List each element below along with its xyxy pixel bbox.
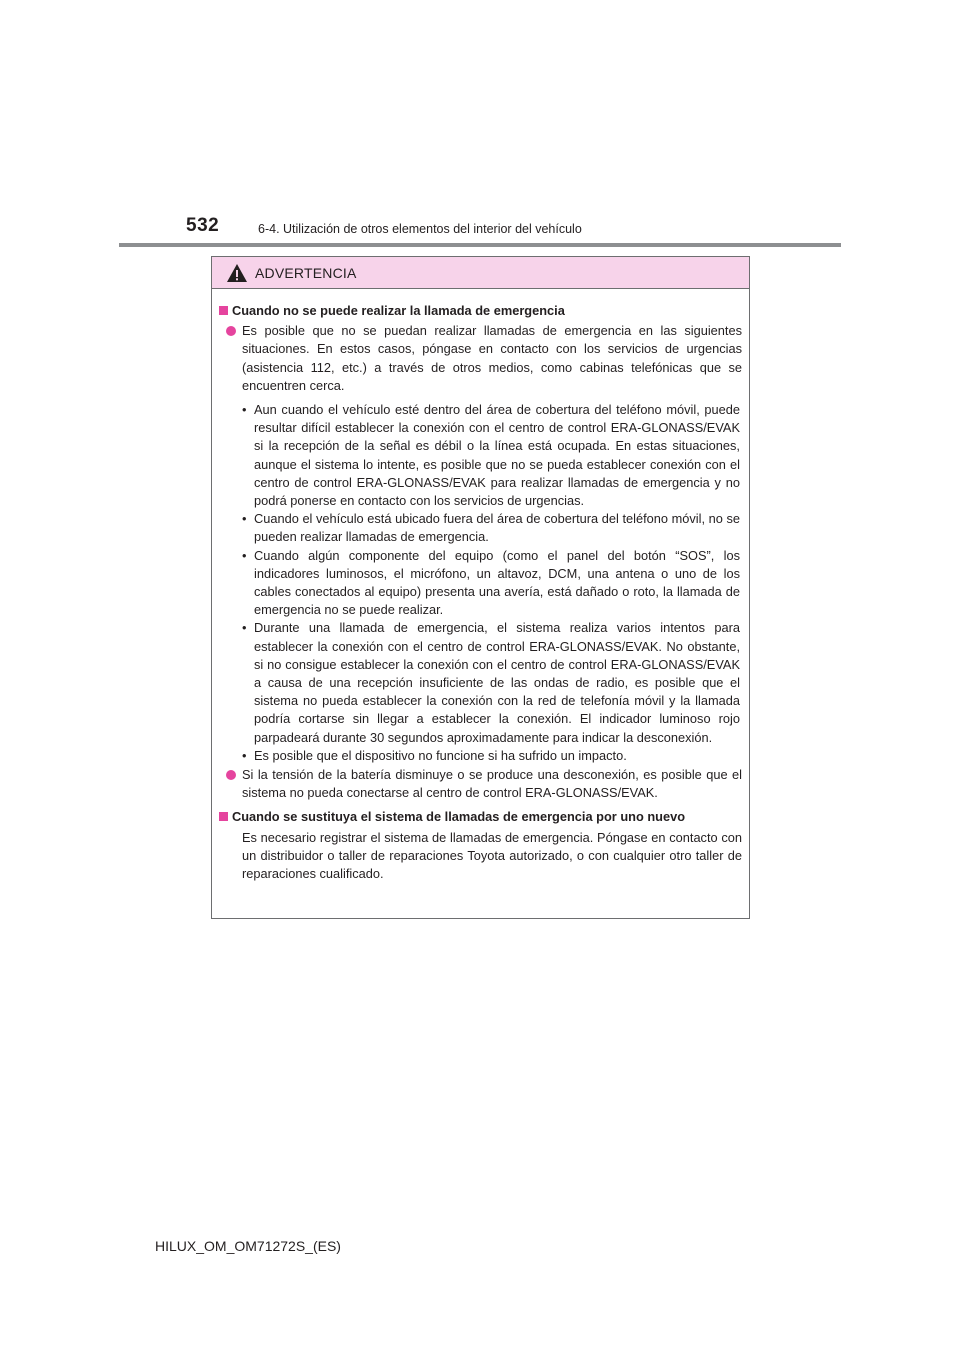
sub-list bbox=[218, 401, 743, 765]
list-item: • Es posible que el dispositivo no funcione si ha sufrido un impacto. bbox=[218, 747, 743, 765]
list-item-text: Cuando algún componente del equipo (como el panel del botón “SOS”, los indicadores luminosos, el micrófono, un altavoz, DCM, una antena o uno de los cables conectados al equipo) presenta una avería, está dañado o roto, la llamada de emergencia no se puede realizar. bbox=[254, 547, 740, 618]
paragraph: Es necesario registrar el sistema de llamadas de emergencia. Póngase en contacto con un distribuidor o taller de reparaciones Toyota autorizado, o con cualquier otro taller de reparaciones cualificado. bbox=[242, 829, 742, 882]
warning-body bbox=[212, 289, 749, 883]
list-item-text: Es posible que el dispositivo no funcione si ha sufrido un impacto. bbox=[254, 747, 627, 763]
section-heading bbox=[218, 808, 743, 826]
list-item: • Aun cuando el vehículo esté dentro del área de cobertura del teléfono móvil, puede resultar difícil establecer la conexión con el centro de control ERA-GLONASS/EVAK si la recepción de la señal es débil o la línea está ocupada. En estas situaciones, aunque el sistema lo intente, es posible que no se pueda establecer conexión con el centro de control ERA-GLONASS/EVAK para realizar llamadas de emergencia y no podrá ponerse en contacto con los servicios de urgencias. bbox=[218, 401, 743, 510]
list-item-text: Aun cuando el vehículo esté dentro del área de cobertura del teléfono móvil, puede resultar difícil establecer la conexión con el centro de control ERA-GLONASS/EVAK si la recepción de la señal es débil o la línea está ocupada. En estas situaciones, aunque el sistema lo intente, es posible que no se pueda establecer conexión con el centro de control ERA-GLONASS/EVAK para realizar llamadas de emergencia y no podrá ponerse en contacto con los servicios de urgencias. bbox=[254, 402, 740, 509]
bullet-paragraph bbox=[218, 322, 743, 395]
circle-bullet-icon bbox=[226, 326, 236, 336]
list-item-text: Durante una llamada de emergencia, el sistema realiza varios intentos para establecer la conexión con el centro de control ERA-GLONASS/EVAK. No obstante, si no consigue establecer la conexión con el centro de control ERA-GLONASS/EVAK a causa de una recepción insuficiente de las ondas de radio, es posible que el sistema no pueda establecer la conexión con la red de telefonía móvil y la llamada podría cortarse sin llegar a establecer la conexión. El indicador luminoso rojo parpadeará durante 30 segundos aproximadamente para indicar la desconexión. bbox=[254, 620, 740, 745]
section-heading-text: Cuando se sustituya el sistema de llamadas de emergencia por uno nuevo bbox=[232, 809, 686, 825]
square-bullet-icon bbox=[219, 306, 228, 315]
list-item: • Cuando algún componente del equipo (como el panel del botón “SOS”, los indicadores luminosos, el micrófono, un altavoz, DCM, una antena o uno de los cables conectados al equipo) presenta una avería, está dañado o roto, la llamada de emergencia no se puede realizar. bbox=[218, 547, 743, 620]
bullet-paragraph-text: Es posible que no se puedan realizar llamadas de emergencia en las siguientes situaciones. En estos casos, póngase en contacto con los servicios de urgencias (asistencia 112, etc.) a través de otros medios, como cabinas telefónicas que se encuentren cerca. bbox=[242, 323, 742, 393]
section-heading bbox=[218, 302, 743, 320]
header-rule bbox=[119, 243, 841, 247]
section-heading-text: Cuando no se puede realizar la llamada de emergencia bbox=[232, 303, 565, 318]
warning-box bbox=[211, 256, 750, 919]
document-code: HILUX_OM_OM71272S_(ES) bbox=[155, 1238, 341, 1254]
list-item: • Cuando el vehículo está ubicado fuera del área de cobertura del teléfono móvil, no se pueden realizar llamadas de emergencia. bbox=[218, 510, 743, 546]
list-item: • Durante una llamada de emergencia, el sistema realiza varios intentos para establecer la conexión con el centro de control ERA-GLONASS/EVAK. No obstante, si no consigue establecer la conexión con el centro de control ERA-GLONASS/EVAK a causa de una recepción insuficiente de las ondas de radio, es posible que el sistema no pueda establecer la conexión con la red de telefonía móvil y la llamada podría cortarse sin llegar a establecer la conexión. El indicador luminoso rojo parpadeará durante 30 segundos aproximadamente para indicar la desconexión. bbox=[218, 619, 743, 746]
circle-bullet-icon bbox=[226, 770, 236, 780]
section-title: 6-4. Utilización de otros elementos del interior del vehículo bbox=[258, 222, 582, 236]
warning-header bbox=[212, 257, 749, 289]
bullet-paragraph bbox=[218, 766, 743, 802]
bullet-paragraph-text: Si la tensión de la batería disminuye o se produce una desconexión, es posible que el sistema no pueda conectarse al centro de control ERA-GLONASS/EVAK. bbox=[242, 767, 742, 801]
square-bullet-icon bbox=[219, 812, 228, 821]
warning-label: ADVERTENCIA bbox=[255, 264, 357, 281]
page-number: 532 bbox=[186, 215, 220, 236]
warning-triangle-icon bbox=[226, 263, 248, 283]
list-item-text: Cuando el vehículo está ubicado fuera del área de cobertura del teléfono móvil, no se pueden realizar llamadas de emergencia. bbox=[254, 511, 740, 545]
